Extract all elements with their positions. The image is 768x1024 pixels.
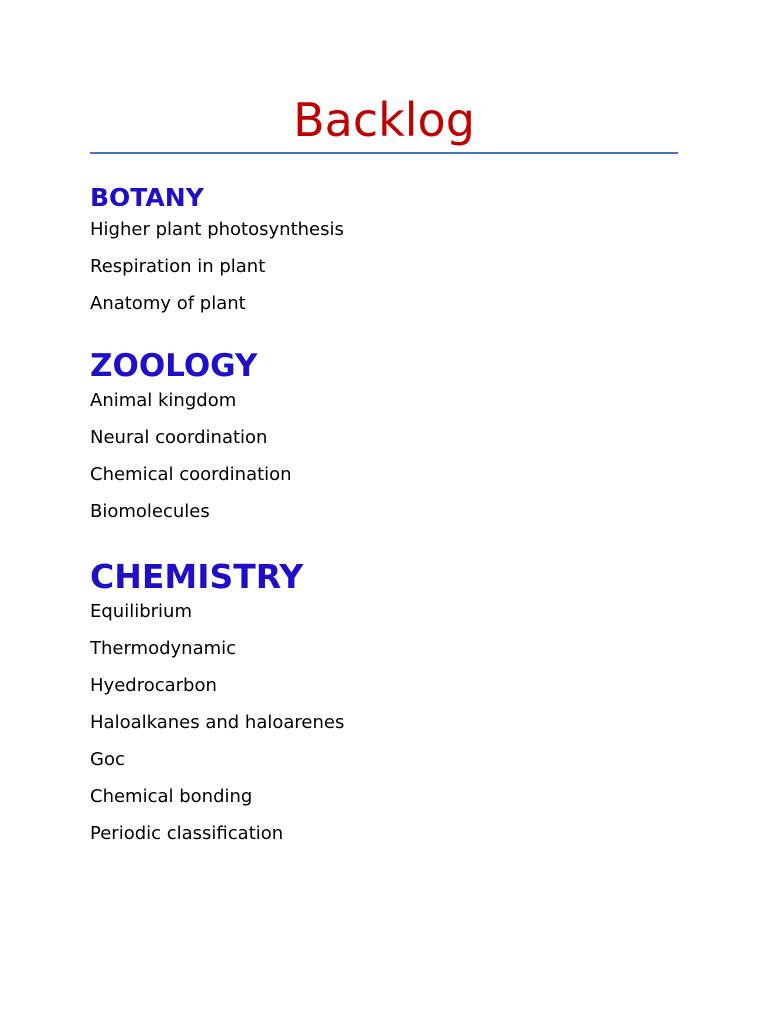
page-title: Backlog xyxy=(293,93,475,147)
list-item: Animal kingdom xyxy=(90,390,237,411)
section-heading-zoology: ZOOLOGY xyxy=(90,348,258,384)
list-item: Respiration in plant xyxy=(90,256,266,277)
list-item: Biomolecules xyxy=(90,501,210,522)
section-list-zoology xyxy=(90,389,292,537)
section-heading-botany: BOTANY xyxy=(90,183,204,212)
section-list-botany xyxy=(90,218,344,329)
list-item: Chemical coordination xyxy=(90,464,292,485)
list-item: Hyedrocarbon xyxy=(90,675,217,696)
list-item: Neural coordination xyxy=(90,427,268,448)
list-item: Haloalkanes and haloarenes xyxy=(90,712,345,733)
list-item: Thermodynamic xyxy=(90,638,237,659)
list-item: Anatomy of plant xyxy=(90,293,246,314)
section-heading-chemistry: CHEMISTRY xyxy=(90,557,304,596)
section-list-chemistry xyxy=(90,600,344,859)
list-item: Goc xyxy=(90,749,125,770)
list-item: Periodic classification xyxy=(90,823,284,844)
list-item: Equilibrium xyxy=(90,601,192,622)
list-item: Higher plant photosynthesis xyxy=(90,219,344,240)
list-item: Chemical bonding xyxy=(90,786,253,807)
title-divider xyxy=(90,152,678,154)
